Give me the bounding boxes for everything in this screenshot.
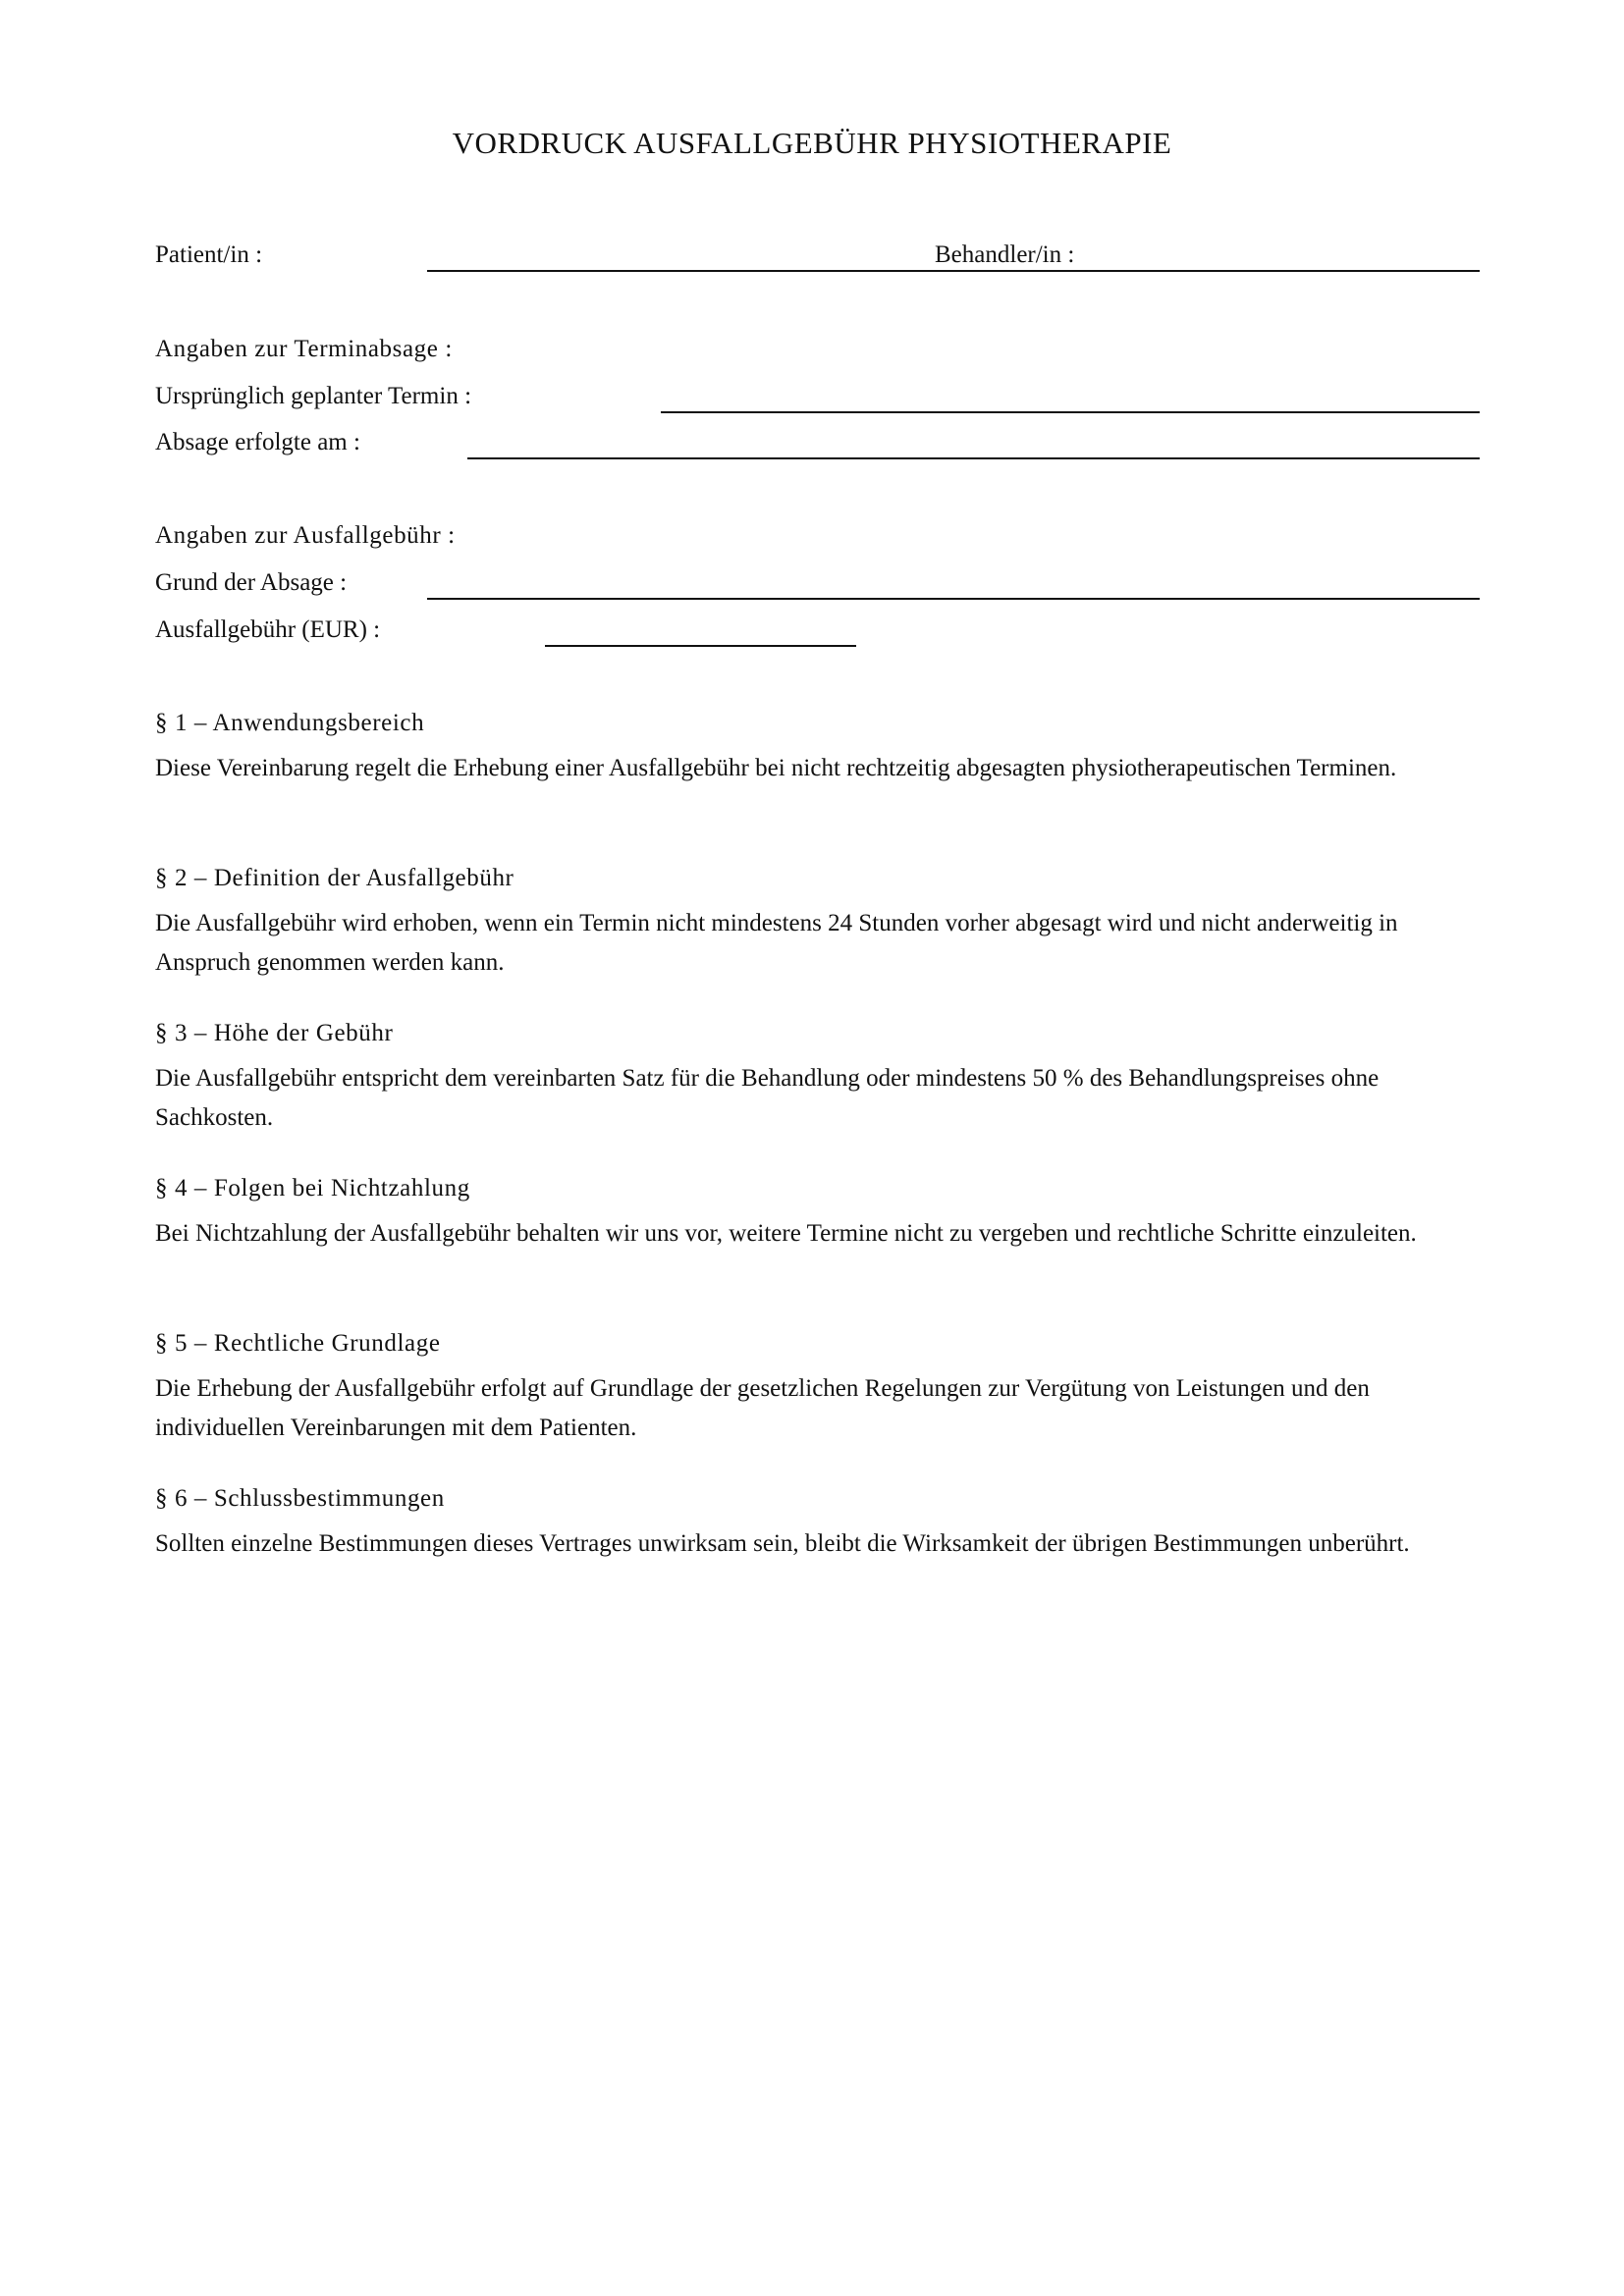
section-heading: § 5 – Rechtliche Grundlage	[155, 1330, 441, 1357]
section-body: Die Ausfallgebühr wird erhoben, wenn ein Termin nicht mindestens 24 Stunden vorher abgesagt wird und nicht anderweitig in Anspruch genommen werden kann.	[155, 910, 1398, 976]
section-body: Die Erhebung der Ausfallgebühr erfolgt auf Grundlage der gesetzlichen Regelungen zur Vergütung von Leistungen und den individuellen Vereinbarungen mit dem Patienten.	[155, 1375, 1370, 1441]
section-body: Diese Vereinbarung regelt die Erhebung einer Ausfallgebühr bei nicht rechtzeitig abgesagten physiotherapeutischen Terminen.	[155, 755, 1397, 781]
cancel-date-label: Absage erfolgte am :	[155, 429, 360, 455]
section-heading: § 4 – Folgen bei Nichtzahlung	[155, 1175, 470, 1201]
section-heading: § 3 – Höhe der Gebühr	[155, 1020, 394, 1046]
section-heading: § 1 – Anwendungsbereich	[155, 710, 425, 736]
patient-label: Patient/in :	[155, 241, 263, 268]
cancel-date-input-line[interactable]	[467, 457, 1480, 459]
section-heading: § 2 – Definition der Ausfallgebühr	[155, 865, 514, 891]
reason-input-line[interactable]	[427, 598, 1480, 600]
original-date-label: Ursprünglich geplanter Termin :	[155, 383, 472, 409]
reason-label: Grund der Absage :	[155, 569, 348, 596]
fee-amount-label: Ausfallgebühr (EUR) :	[155, 616, 381, 643]
termin-section-heading: Angaben zur Terminabsage :	[155, 336, 453, 362]
section-body: Sollten einzelne Bestimmungen dieses Vertrages unwirksam sein, bleibt die Wirksamkeit der übrigen Bestimmungen unberührt.	[155, 1530, 1410, 1557]
behandler-label: Behandler/in :	[935, 241, 1075, 268]
section-body: Die Ausfallgebühr entspricht dem vereinbarten Satz für die Behandlung oder mindestens 50 % des Behandlungspreises ohne Sachkosten.	[155, 1065, 1380, 1131]
section-body: Bei Nichtzahlung der Ausfallgebühr behalten wir uns vor, weitere Termine nicht zu vergeben und rechtliche Schritte einzuleiten.	[155, 1220, 1417, 1247]
document-title: VORDRUCK AUSFALLGEBÜHR PHYSIOTHERAPIE	[452, 126, 1172, 160]
fee-section-heading: Angaben zur Ausfallgebühr :	[155, 522, 456, 549]
section-heading: § 6 – Schlussbestimmungen	[155, 1485, 445, 1512]
fee-amount-input-line[interactable]	[545, 645, 856, 647]
patient-behandler-input-line[interactable]	[427, 270, 1480, 272]
original-date-input-line[interactable]	[661, 411, 1480, 413]
